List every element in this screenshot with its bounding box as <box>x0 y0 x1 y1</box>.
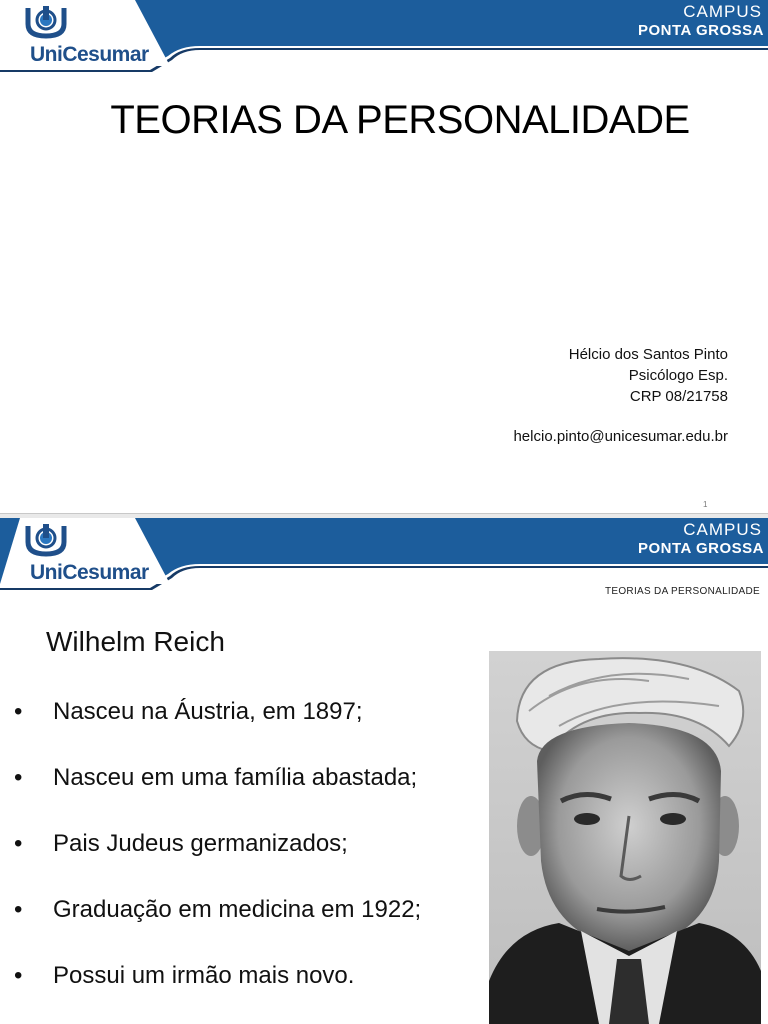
page-number: 1 <box>703 500 708 509</box>
bullet-icon: • <box>14 830 23 857</box>
unicesumar-logo <box>22 4 162 66</box>
unicesumar-logo <box>22 522 162 584</box>
logo-text: UniCesumar <box>30 43 149 66</box>
author-crp: CRP 08/21758 <box>629 388 728 405</box>
author-name: Hélcio dos Santos Pinto <box>568 346 728 363</box>
bullet-text: Possui um irmão mais novo. <box>53 962 355 989</box>
bullet-icon: • <box>14 764 23 791</box>
header-subtitle: TEORIAS DA PERSONALIDADE <box>604 586 760 597</box>
header-banner <box>0 0 768 72</box>
logo-icon <box>22 522 70 558</box>
slide-2 <box>0 518 768 1024</box>
slide-title: TEORIAS DA PERSONALIDADE <box>110 98 690 142</box>
logo-text: UniCesumar <box>30 561 149 584</box>
author-block <box>513 344 728 447</box>
campus-name: PONTA GROSSA <box>637 540 764 557</box>
author-title: Psicólogo Esp. <box>628 367 728 384</box>
header-banner <box>0 518 768 590</box>
portrait-photo <box>489 651 761 1024</box>
bullet-icon: • <box>14 698 23 725</box>
bullet-text: Nasceu na Áustria, em 1897; <box>53 698 363 725</box>
slide-heading: Wilhelm Reich <box>46 626 225 657</box>
logo-icon <box>22 4 70 40</box>
bullet-text: Graduação em medicina em 1922; <box>53 896 422 923</box>
campus-name: PONTA GROSSA <box>637 22 764 39</box>
campus-label: CAMPUS <box>683 520 762 539</box>
bullet-text: Nasceu em uma família abastada; <box>53 764 418 791</box>
bullet-icon: • <box>14 896 23 923</box>
author-email[interactable]: helcio.pinto@unicesumar.edu.br <box>513 428 728 445</box>
bullet-text: Pais Judeus germanizados; <box>53 830 348 857</box>
campus-label: CAMPUS <box>683 2 762 21</box>
bullet-icon: • <box>14 962 23 989</box>
